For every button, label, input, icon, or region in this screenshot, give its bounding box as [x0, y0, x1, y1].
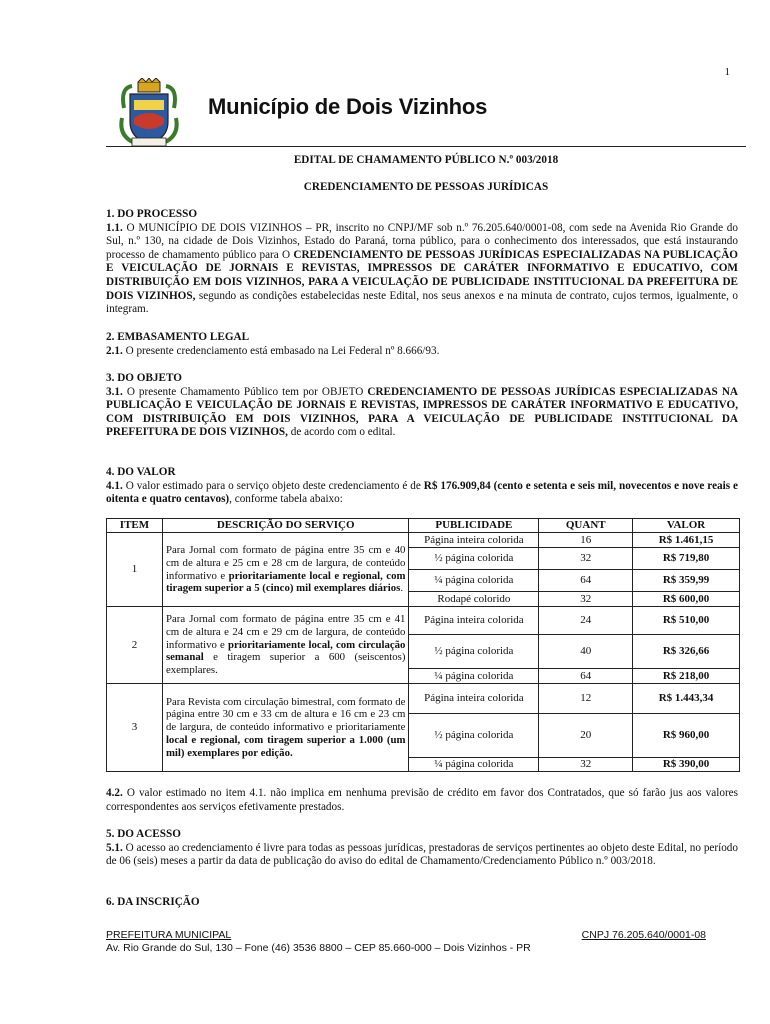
value: R$ 719,80 — [633, 548, 740, 570]
quantity: 24 — [539, 607, 633, 635]
quantity: 32 — [539, 592, 633, 607]
quantity: 20 — [539, 714, 633, 758]
clause-number: 3.1. — [106, 385, 123, 398]
value: R$ 1.443,34 — [633, 684, 740, 714]
value: R$ 359,99 — [633, 570, 740, 592]
clause-text: O valor estimado para o serviço objeto deste credenciamento é de — [122, 479, 424, 492]
item-number: 2 — [107, 607, 163, 684]
value: R$ 1.461,15 — [633, 533, 740, 548]
publicity-type: ¼ página colorida — [409, 570, 539, 592]
section-heading: 2. EMBASAMENTO LEGAL — [106, 331, 250, 343]
clause-text: segundo as condições estabelecidas neste Edital, nos seus anexos e na minuta de contrato, cujos termos, igualmente, o integram. — [106, 289, 739, 316]
clause-number: 2.1. — [106, 344, 123, 357]
service-description: Para Jornal com formato de página entre 35 cm e 40 cm de altura e 25 cm e 28 cm de largura, de conteúdo informativo e prioritariamente local e regional, com tiragem superior a 5 (cinco) mil exemplares diários. — [162, 533, 409, 607]
value: R$ 390,00 — [633, 758, 740, 772]
publicity-type: ½ página colorida — [409, 635, 539, 669]
section-embasamento — [106, 331, 738, 358]
clause-text: O presente credenciamento está embasado na Lei Federal nº 8.666/93. — [122, 344, 440, 357]
column-header: VALOR — [633, 519, 740, 533]
clause-text: O acesso ao credenciamento é livre para todas as pessoas jurídicas, prestadoras de serviços pertinentes ao objeto deste Edital, no período de 06 (seis) meses a partir da data de publicação do aviso do edital de Chamamento/Credenciamento Público n.º 003/2018. — [106, 841, 738, 868]
page-number: 1 — [724, 66, 730, 78]
service-description: Para Revista com circulação bimestral, com formato de página entre 30 cm e 33 cm de altura e 16 cm e 23 cm de largura, de conteúdo informativo e prioritariamente local e regional, com tiragem superior a 1.000 (um mil) exemplares por edição. — [162, 684, 409, 772]
quantity: 12 — [539, 684, 633, 714]
municipal-crest-icon — [118, 78, 180, 150]
clause-text: O presente Chamamento Público tem por OBJETO — [122, 385, 368, 398]
quantity: 64 — [539, 570, 633, 592]
publicity-type: Página inteira colorida — [409, 607, 539, 635]
value: R$ 218,00 — [633, 669, 740, 684]
clause-text: de acordo com o edital. — [287, 426, 396, 439]
document-subtitle: CREDENCIAMENTO DE PESSOAS JURÍDICAS — [303, 181, 549, 193]
section-valor — [106, 466, 738, 507]
section-objeto — [106, 372, 738, 440]
column-header: QUANT — [539, 519, 633, 533]
section-heading: 1. DO PROCESSO — [106, 208, 198, 220]
service-description: Para Jornal com formato de página entre 35 cm e 41 cm de altura e 24 cm e 29 cm de largura, de conteúdo informativo e prioritariamente local, com circulação semanal e tiragem superior a 600 (seiscentos) exemplares. — [162, 607, 409, 684]
publicity-type: ½ página colorida — [409, 714, 539, 758]
section-heading: 4. DO VALOR — [106, 466, 176, 478]
publicity-type: Página inteira colorida — [409, 533, 539, 548]
quantity: 32 — [539, 758, 633, 772]
publicity-type: ¼ página colorida — [409, 669, 539, 684]
header-divider — [106, 146, 746, 147]
column-header: PUBLICIDADE — [409, 519, 539, 533]
clause-bold-text: CREDENCIAMENTO DE PESSOAS JURÍDICAS ESPECIALIZADAS NA PUBLICAÇÃO E VEICULAÇÃO DE JORNAIS E REVISTAS, IMPRESSOS DE CARÁTER INFORMATIVO E EDUCATIVO, COM DISTRIBUIÇÃO EM DOIS VIZINHOS, PARA A VEICULAÇÃO DE PUBLICIDADE INSTITUCIONAL DA PREFEITURA DE DOIS VIZINHOS, — [106, 248, 738, 302]
quantity: 40 — [539, 635, 633, 669]
value: R$ 600,00 — [633, 592, 740, 607]
clause-text: O valor estimado no item 4.1. não implica em nenhuma previsão de crédito em favor dos Contratados, que só farão jus aos valores correspondentes aos serviços efetivamente prestados. — [106, 787, 738, 813]
column-header: DESCRIÇÃO DO SERVIÇO — [162, 519, 409, 533]
section-processo — [106, 208, 738, 317]
clause-bold-text: R$ 176.909,84 (cento e setenta e seis mil, novecentos e nove reais e oitenta e quatro centavos) — [106, 479, 738, 506]
table-row — [107, 607, 740, 635]
value: R$ 960,00 — [633, 714, 740, 758]
pricing-table — [106, 518, 740, 772]
clause-number: 5.1. — [106, 841, 123, 854]
publicity-type: Rodapé colorido — [409, 592, 539, 607]
section-heading: 5. DO ACESSO — [106, 828, 181, 840]
value: R$ 326,66 — [633, 635, 740, 669]
table-row — [107, 533, 740, 548]
value: R$ 510,00 — [633, 607, 740, 635]
quantity: 64 — [539, 669, 633, 684]
clause-number: 1.1. — [106, 221, 123, 234]
publicity-type: ¼ página colorida — [409, 758, 539, 772]
document-title: EDITAL DE CHAMAMENTO PÚBLICO N.º 003/2018 — [293, 154, 559, 166]
section-acesso — [106, 828, 738, 869]
section-heading: 6. DA INSCRIÇÃO — [106, 896, 200, 908]
footer-org: PREFEITURA MUNICIPAL — [106, 929, 232, 941]
table-row — [107, 684, 740, 714]
municipality-title: Município de Dois Vizinhos — [208, 94, 488, 119]
footer-address: Av. Rio Grande do Sul, 130 – Fone (46) 3536 8800 – CEP 85.660-000 – Dois Vizinhos - PR — [106, 942, 531, 954]
section-heading: 3. DO OBJETO — [106, 372, 182, 384]
quantity: 32 — [539, 548, 633, 570]
clause-bold-text: CREDENCIAMENTO DE PESSOAS JURÍDICAS ESPECIALIZADAS NA PUBLICAÇÃO E VEICULAÇÃO DE JORNAIS E REVISTAS, IMPRESSOS DE CARÁTER INFORMATIVO E EDUCATIVO, COM DISTRIBUIÇÃO EM DOIS VIZINHOS, PARA A VEICULAÇÃO DE PUBLICIDADE INSTITUCIONAL DA PREFEITURA DE DOIS VIZINHOS, — [106, 385, 738, 439]
clause-number: 4.2. — [106, 787, 123, 799]
publicity-type: Página inteira colorida — [409, 684, 539, 714]
column-header: ITEM — [107, 519, 163, 533]
table-header-row — [107, 519, 740, 533]
item-number: 3 — [107, 684, 163, 772]
clause-text: , conforme tabela abaixo: — [229, 493, 343, 506]
clause-number: 4.1. — [106, 479, 123, 492]
clause-4-2 — [106, 787, 738, 814]
clause-text: O MUNICÍPIO DE DOIS VIZINHOS – PR, inscrito no CNPJ/MF sob n.º 76.205.640/0001-08, com sede na Avenida Rio Grande do Sul, n.º 130, na cidade de Dois Vizinhos, Estado do Paraná, torna público, para o conhecimento dos interessados, que está instaurando processo de chamamento público para O — [106, 221, 738, 261]
item-number: 1 — [107, 533, 163, 607]
footer — [106, 929, 706, 943]
footer-cnpj: CNPJ 76.205.640/0001-08 — [581, 929, 706, 941]
quantity: 16 — [539, 533, 633, 548]
publicity-type: ½ página colorida — [409, 548, 539, 570]
